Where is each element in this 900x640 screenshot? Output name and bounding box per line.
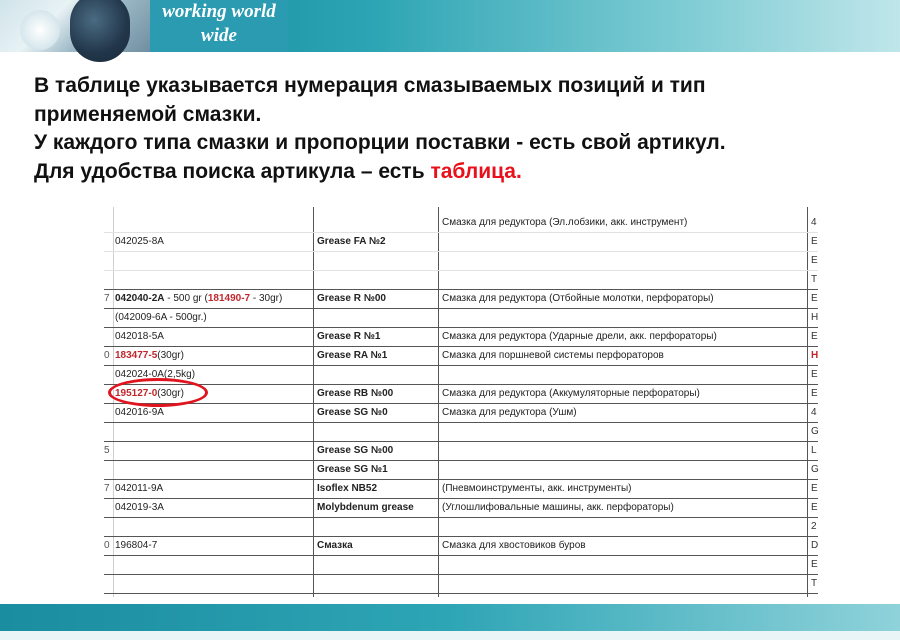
photo-figure (70, 0, 130, 62)
table-row (104, 555, 818, 575)
article-cell (115, 289, 313, 308)
tail-cell: H (811, 350, 819, 361)
description-cell: Смазка для редуктора (Отбойные молотки, перфораторы) (442, 293, 714, 304)
article-text: (30gr) (157, 350, 184, 361)
tail-cell: 4 (811, 407, 817, 418)
tail-cell: E (811, 236, 818, 247)
table-row (104, 308, 818, 328)
tail-cell: G (811, 464, 819, 475)
article-code: 042011-9A (115, 483, 164, 494)
description-cell: Смазка для редуктора (Эл.лобзики, акк. инструмент) (442, 217, 688, 228)
description-cell (442, 555, 806, 574)
grease-cell: Grease R №00 (317, 293, 386, 304)
article-code: (042009-6A - 500gr.) (115, 312, 207, 323)
description-cell (442, 365, 806, 384)
header-photo (0, 0, 150, 52)
table-row (104, 441, 818, 461)
table-row (104, 517, 818, 537)
grease-cell: Molybdenum grease (317, 502, 414, 513)
tail-cell: T (811, 578, 818, 589)
row-number-cell (104, 403, 112, 422)
description-cell (442, 251, 806, 270)
table-row (104, 232, 818, 252)
description-cell (442, 441, 806, 460)
spreadsheet-excerpt (104, 207, 818, 597)
grease-cell (317, 251, 437, 270)
article-cell (115, 536, 313, 555)
article-code: 042018-5A (115, 331, 164, 342)
headline-highlight: таблица. (430, 159, 522, 183)
grease-cell: Grease RA №1 (317, 350, 388, 361)
tail-cell: G (811, 426, 819, 437)
grease-cell: Смазка (317, 540, 353, 551)
grease-cell (317, 422, 437, 441)
tail-cell: E (811, 483, 818, 494)
grease-cell: Grease SG №00 (317, 445, 394, 456)
article-cell (115, 574, 313, 593)
article-cell (115, 327, 313, 346)
highlight-circle (108, 378, 208, 407)
row-number-cell (104, 308, 112, 327)
tail-cell: L (811, 445, 817, 456)
article-code: 042025-8A (115, 236, 164, 247)
table-row (104, 289, 818, 309)
description-cell: Смазка для редуктора (Ударные дрели, акк. перфораторы) (442, 331, 717, 342)
article-code: 196804-7 (115, 540, 158, 551)
slide-headline (34, 72, 884, 186)
row-number-cell (104, 251, 112, 270)
grease-cell: Isoflex NB52 (317, 483, 378, 494)
grease-cell: Grease R №1 (317, 331, 381, 342)
grease-cell (317, 365, 437, 384)
tail-cell: E (811, 559, 818, 570)
article-cell (115, 441, 313, 460)
article-cell (115, 555, 313, 574)
tail-cell: H (811, 312, 819, 323)
table-row (104, 270, 818, 290)
description-cell: (Пневмоинструменты, акк. инструменты) (442, 483, 632, 494)
table-row (104, 251, 818, 271)
article-cell (115, 251, 313, 270)
footer-line (0, 631, 900, 640)
grease-cell (317, 213, 437, 232)
article-cell (115, 479, 313, 498)
article-cell (115, 346, 313, 365)
row-number-cell: 7 (104, 293, 110, 304)
headline-line2: применяемой смазки. (34, 102, 262, 126)
tail-cell: 4 (811, 217, 817, 228)
article-code-red: 183477-5 (115, 350, 158, 361)
row-number-cell: 0 (104, 540, 110, 551)
grease-cell: Grease SG №0 (317, 407, 388, 418)
article-code: 042040-2A (115, 293, 165, 304)
row-number-cell (104, 517, 112, 536)
article-cell (115, 270, 313, 289)
table-row (104, 498, 818, 518)
row-number-cell (104, 327, 112, 346)
article-cell (115, 232, 313, 251)
tail-cell: E (811, 369, 818, 380)
article-code: 042016-9A (115, 407, 164, 418)
grease-cell (317, 517, 437, 536)
table-row (104, 213, 818, 233)
row-number-cell (104, 555, 112, 574)
description-cell: Смазка для хвостовиков буров (442, 540, 586, 551)
headline-line4-prefix: Для удобства поиска артикула – есть (34, 159, 431, 183)
article-code: 042024-0A(2,5kg) (115, 369, 196, 380)
article-cell (115, 498, 313, 517)
grease-cell: Grease SG №1 (317, 464, 388, 475)
description-cell (442, 460, 806, 479)
article-cell (115, 308, 313, 327)
tail-cell: E (811, 331, 818, 342)
article-text: (30gr) (157, 388, 184, 399)
row-number-cell (104, 498, 112, 517)
row-number-cell (104, 232, 112, 251)
article-cell (115, 213, 313, 232)
description-cell (442, 270, 806, 289)
row-number-cell (104, 213, 112, 232)
table-row (104, 460, 818, 480)
row-number-cell: 0 (104, 350, 110, 361)
description-cell (442, 232, 806, 251)
table-row (104, 574, 818, 594)
description-cell (442, 574, 806, 593)
article-code-red: 195127-0 (115, 388, 158, 399)
tail-cell: E (811, 502, 818, 513)
grease-cell (317, 555, 437, 574)
grease-cell: Grease FA №2 (317, 236, 386, 247)
tail-cell: D (811, 540, 819, 551)
tail-cell: 2 (811, 521, 817, 532)
grease-cell (317, 308, 437, 327)
headline-line4 (34, 158, 884, 187)
table-row (104, 479, 818, 499)
row-number-cell (104, 574, 112, 593)
tail-cell: E (811, 293, 818, 304)
table-row (104, 422, 818, 442)
table-row (104, 346, 818, 366)
description-cell: Смазка для редуктора (Ушм) (442, 407, 577, 418)
description-cell (442, 308, 806, 327)
table-row (104, 365, 818, 385)
tagline-line1: working world (162, 1, 276, 22)
row-number-cell (104, 270, 112, 289)
article-text: - 500 gr ( (164, 293, 208, 304)
tail-cell: E (811, 255, 818, 266)
headline-line3: У каждого типа смазки и пропорции поставки - есть свой артикул. (34, 131, 726, 154)
tail-cell: T (811, 274, 818, 285)
article-cell (115, 422, 313, 441)
row-number-cell: 5 (104, 445, 110, 456)
grease-cell (317, 270, 437, 289)
headline-line1: В таблице указывается нумерация смазываемых позиций и тип (34, 74, 706, 97)
row-number-cell: 7 (104, 483, 110, 494)
article-code-red: 181490-7 (207, 293, 251, 304)
description-cell: (Углошлифовальные машины, акк. перфораторы) (442, 502, 674, 513)
table-row (104, 384, 818, 404)
article-cell (115, 460, 313, 479)
row-number-cell (104, 365, 112, 384)
grease-cell: Grease RB №00 (317, 388, 394, 399)
row-number-cell (104, 460, 112, 479)
description-cell: Смазка для поршневой системы перфораторов (442, 350, 664, 361)
photo-highlight (20, 10, 60, 50)
article-cell (115, 517, 313, 536)
table-row (104, 327, 818, 347)
tail-cell: E (811, 388, 818, 399)
grease-cell (317, 574, 437, 593)
description-cell: Смазка для редуктора (Аккумуляторные перфораторы) (442, 388, 700, 399)
description-cell (442, 517, 806, 536)
tagline-line2: wide (201, 25, 237, 46)
table-row (104, 536, 818, 556)
tagline (150, 0, 288, 52)
row-number-cell (104, 422, 112, 441)
table-row (104, 403, 818, 423)
footer-bar (0, 604, 900, 631)
article-text: - 30gr) (250, 293, 283, 304)
description-cell (442, 422, 806, 441)
article-code: 042019-3A (115, 502, 164, 513)
